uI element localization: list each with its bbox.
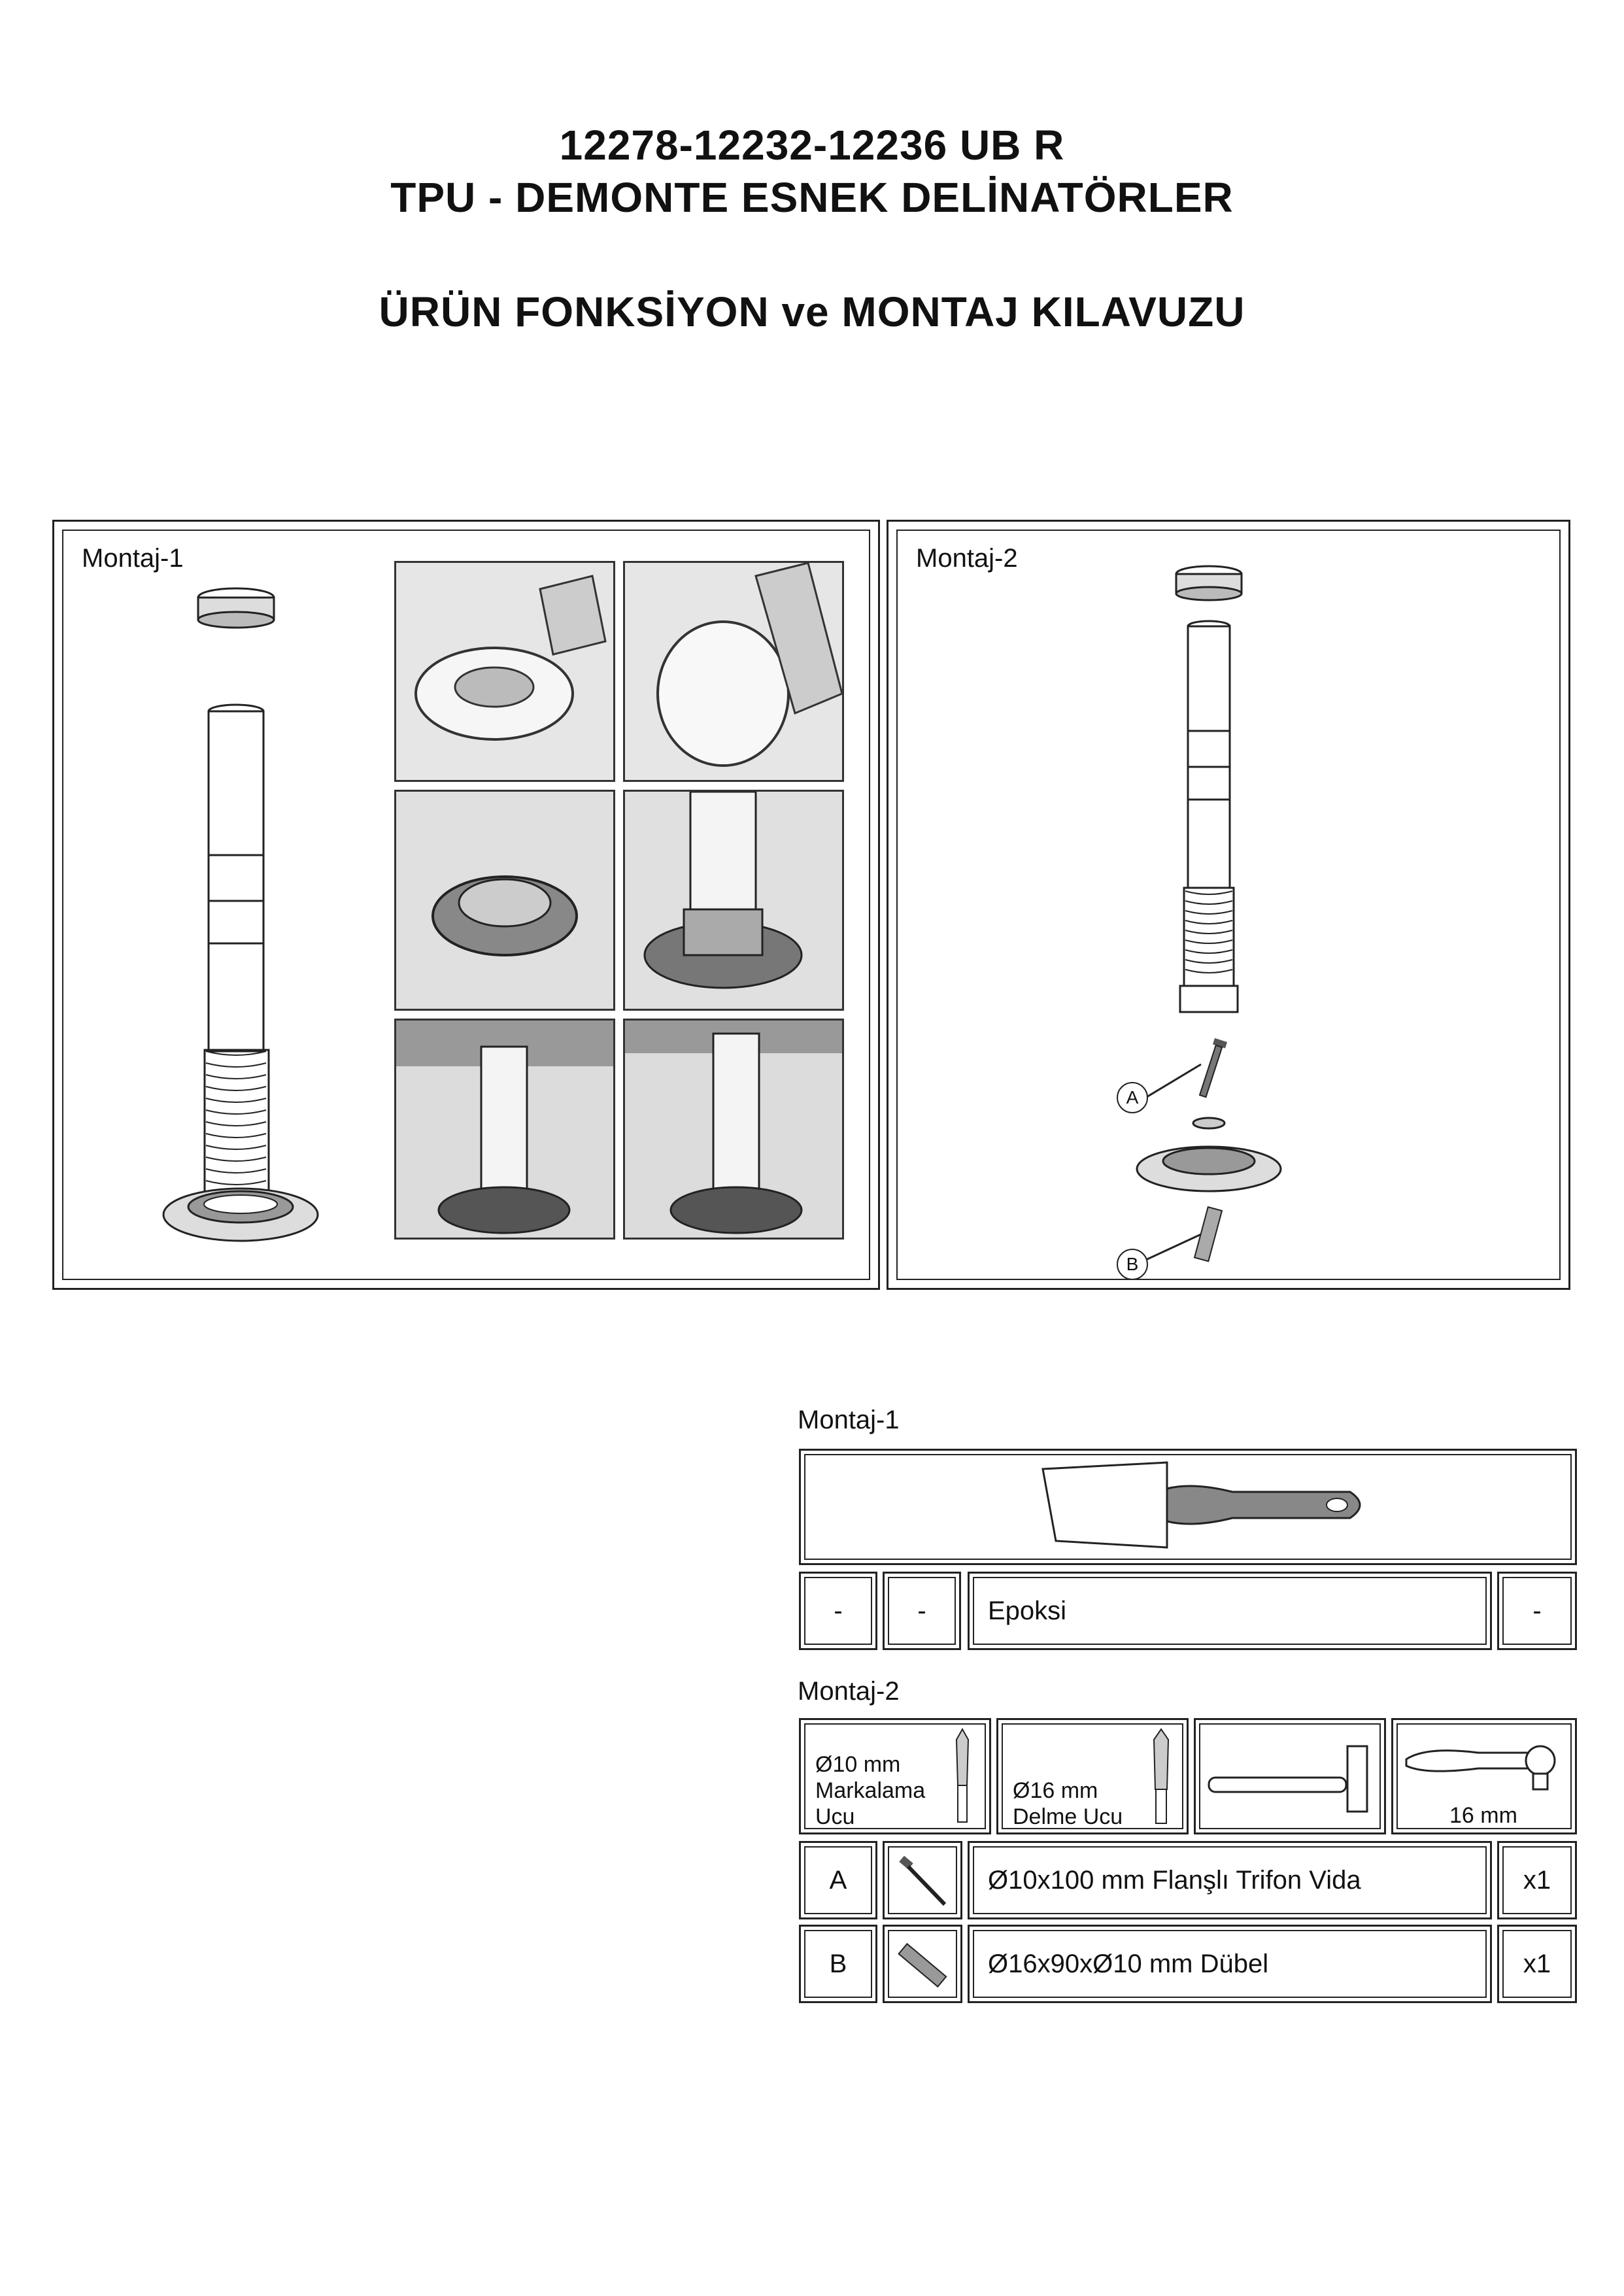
- montaj-1-cell-2: [883, 1572, 961, 1650]
- hammer-icon: [1202, 1733, 1378, 1818]
- photo-step-2: [623, 561, 844, 782]
- part-b-icon-cell: [883, 1925, 962, 2003]
- callout-a: A: [1117, 1082, 1148, 1113]
- photo-step-5: [394, 1019, 615, 1240]
- part-a-icon-cell: [883, 1841, 962, 1919]
- montaj-1-desc-cell: [968, 1572, 1492, 1650]
- drill-bit-icon: [1150, 1727, 1172, 1826]
- part-a-quantity: x1: [1523, 1865, 1551, 1895]
- marking-bit-line2: Markalama: [815, 1778, 926, 1803]
- delineator-illustration: [133, 574, 348, 1247]
- photo-step-4: [623, 790, 844, 1011]
- part-b-desc-cell: [968, 1925, 1492, 2003]
- drill-bit-line1: Ø16 mm: [1013, 1778, 1098, 1803]
- marking-bit-line1: Ø10 mm: [815, 1752, 901, 1777]
- ratchet-wrench-icon: [1400, 1733, 1568, 1792]
- montaj-1-col2-value: -: [917, 1596, 926, 1625]
- spatula-icon: [1036, 1456, 1376, 1554]
- part-a-code-cell: [799, 1841, 877, 1919]
- montaj-1-qty-value: -: [1532, 1596, 1542, 1625]
- photo-step-3: [394, 790, 615, 1011]
- part-b-description: Ø16x90xØ10 mm Dübel: [988, 1949, 1269, 1978]
- exploded-view-illustration: [1111, 554, 1307, 1274]
- montaj-1-panel-label: Montaj-1: [82, 544, 184, 573]
- marking-bit-line3: Ucu: [815, 1804, 855, 1829]
- base-plate-illustration: [159, 1175, 322, 1247]
- hammer-box: [1194, 1718, 1386, 1834]
- montaj-1-qty-cell: [1497, 1572, 1577, 1650]
- part-a-qty-cell: [1497, 1841, 1577, 1919]
- montaj-2-panel-label: Montaj-2: [916, 544, 1018, 573]
- part-a-description: Ø10x100 mm Flanşlı Trifon Vida: [988, 1865, 1361, 1895]
- marking-bit-box: [799, 1718, 991, 1834]
- part-b-quantity: x1: [1523, 1949, 1551, 1978]
- part-a-desc-cell: [968, 1841, 1492, 1919]
- callout-b: B: [1117, 1249, 1148, 1280]
- wrench-box: [1391, 1718, 1577, 1834]
- part-b-code-cell: [799, 1925, 877, 2003]
- table-montaj-1-label: Montaj-1: [798, 1406, 900, 1434]
- photo-step-6: [623, 1019, 844, 1240]
- montaj-1-cell-1: [799, 1572, 877, 1650]
- part-b-code: B: [829, 1949, 847, 1978]
- montaj-2-panel: [887, 520, 1570, 1290]
- product-name-title: TPU - DEMONTE ESNEK DELİNATÖRLER: [390, 174, 1234, 221]
- montaj-1-panel: [52, 520, 880, 1290]
- drill-bit-line2: Delme Ucu: [1013, 1804, 1123, 1829]
- montaj-1-col1-value: -: [834, 1596, 843, 1625]
- drill-bit-box: [996, 1718, 1189, 1834]
- guide-title: ÜRÜN FONKSİYON ve MONTAJ KILAVUZU: [379, 288, 1245, 335]
- table-montaj-2-label: Montaj-2: [798, 1677, 900, 1706]
- product-code-title: 12278-12232-12236 UB R: [559, 122, 1065, 169]
- marking-drill-bit-icon: [953, 1727, 972, 1826]
- spatula-box: [799, 1449, 1577, 1565]
- part-b-qty-cell: [1497, 1925, 1577, 2003]
- wrench-size-label: 16 mm: [1449, 1803, 1517, 1828]
- flanged-screw-icon: [892, 1851, 951, 1910]
- photo-step-1: [394, 561, 615, 782]
- dowel-icon: [892, 1934, 951, 1993]
- part-a-code: A: [829, 1865, 847, 1895]
- epoxy-label: Epoksi: [988, 1596, 1067, 1625]
